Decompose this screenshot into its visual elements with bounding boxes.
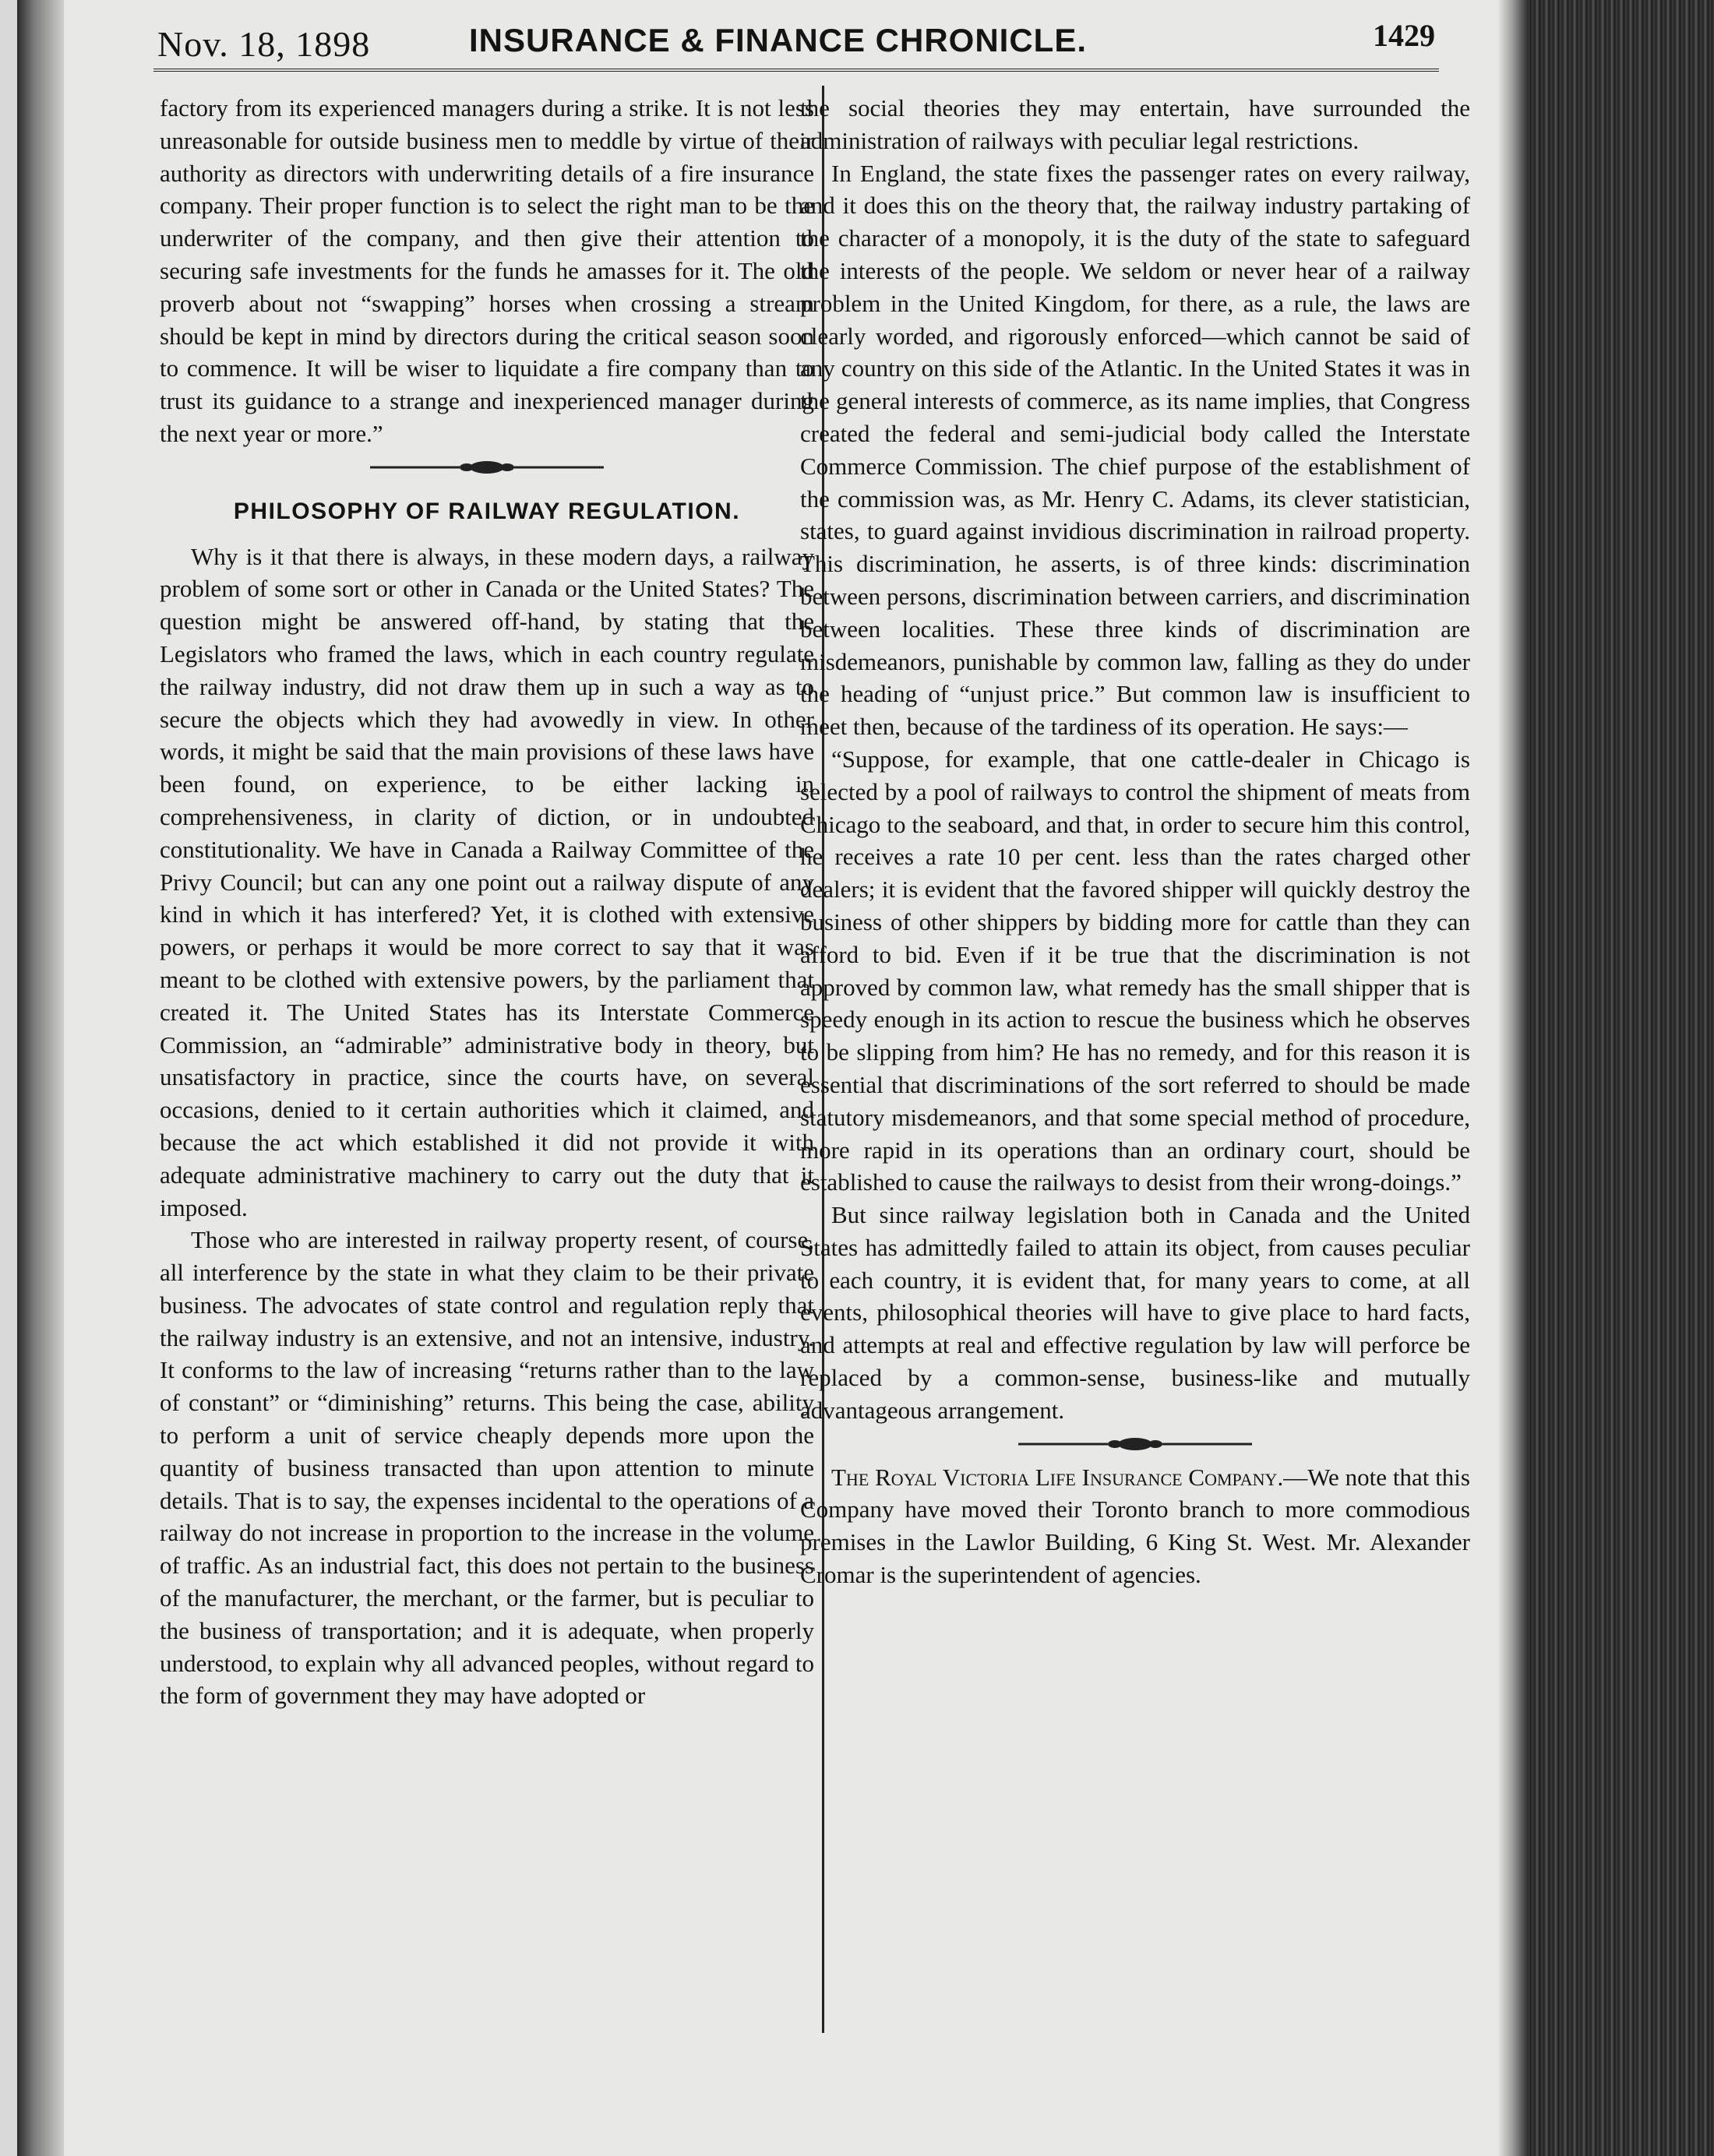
notice-body: —We note that this Company have moved their Toronto branch to more commodious premises in the Lawlor Building, 6 King St. West. Mr. Alexander Cromar is the superintendent of agencies. <box>800 1463 1470 1589</box>
right-column <box>800 92 1470 1591</box>
notice-title: The Royal Victoria Life Insurance Company. <box>831 1463 1284 1491</box>
issue-date: Nov. 18, 1898 <box>157 24 371 64</box>
left-column <box>160 92 814 1712</box>
newspaper-page <box>17 0 1521 2156</box>
header-rule <box>153 69 1439 72</box>
section-ornament <box>160 450 814 484</box>
book-binding <box>1521 0 1714 2156</box>
intro-paragraph: factory from its experienced managers during a strike. It is not less unreasonable for outside business men to meddle by virtue of their authority as directors with underwriting details of a fire insurance company. Their proper function is to select the right man to be the underwriter of the company, and then give their attention to securing safe investments for the funds he amasses for it. The old proverb about not “swapping” horses when crossing a stream should be kept in mind by directors during the critical season soon to commence. It will be wiser to liquidate a fire company than to trust its guidance to a strange and inexperienced manager during the next year or more.” <box>160 94 814 447</box>
article-paragraph-4: But since railway legislation both in Canada and the United States has admittedly failed to attain its object, from causes peculiar to each country, it is evident that, for many years to come, at all events, philosophical theories will have to give place to hard facts, and attempts at real and effective regulation by law will perforce be replaced by a common-sense, business-like and mutually advantageous arrangement. <box>800 1201 1470 1424</box>
left-page-edge <box>17 0 64 2156</box>
page-header <box>138 17 1435 72</box>
article-paragraph-1: Why is it that there is always, in these modern days, a railway problem of some sort or other in Canada or the United States? The question might be answered off-hand, by stating that the Legislators who framed the laws, which in each country regulate the railway industry, did not draw them up in such a way as to secure the objects which they had avowedly in view. In other words, it might be said that the main provisions of these laws have been found, on experience, to be either lacking in comprehensiveness, in clarity of diction, or in undoubted constitutionality. We have in Canada a Railway Committee of the Privy Council; but can any one point out a railway dispute of any kind in which it has interfered? Yet, it is clothed with extensive powers, or perhaps it would be more correct to say that it was meant to be clothed with extensive powers, by the parliament that created it. The United States has its Interstate Commerce Commission, an “admirable” administrative body in theory, but unsatisfactory in practice, since the courts have, on several occasions, denied to it certain authorities which it claimed, and because the act which established it did not provide it with adequate administrative machinery to carry out the duty that it imposed. <box>160 542 814 1221</box>
article-paragraph-continued: the social theories they may entertain, have surrounded the administration of railways with peculiar legal restrictions. <box>800 94 1470 154</box>
page-number: 1429 <box>1373 18 1435 53</box>
article-quote: “Suppose, for example, that one cattle-dealer in Chicago is selected by a pool of railways to control the shipment of meats from Chicago to the seaboard, and that, in order to secure him this control, he receives a rate 10 per cent. less than the rates charged other dealers; it is evident that the favored shipper will quickly destroy the business of other shippers by bidding more for cattle than they can afford to bid. Even if it be true that the discrimination is not approved by common law, what remedy has the small shipper that is speedy enough in its action to rescue the business which he observes to be slipping from him? He has no remedy, and for this reason it is essential that discriminations of the sort referred to should be made statutory misdemeanors, and that some special method of procedure, more rapid in its operations than an ordinary court, should be established to cause the railways to desist from their wrong-doings.” <box>800 745 1470 1196</box>
article-paragraph-2: Those who are interested in railway property resent, of course, all interference by the state in what they claim to be their private business. The advocates of state control and regulation reply that the railway industry is an extensive, and not an intensive, industry. It conforms to the law of increasing “returns rather than to the law of constant” or “diminishing” returns. This being the case, ability to perform a unit of service cheaply depends more upon the quantity of business transacted than upon attention to minute details. That is to say, the expenses incidental to the operations of a railway do not increase in proportion to the increase in the volume of traffic. As an industrial fact, this does not pertain to the business of the manufacturer, the merchant, or the farmer, but is peculiar to the business of transportation; and it is adequate, when properly understood, to explain why all advanced peoples, without regard to the form of government they may have adopted or <box>160 1226 814 1710</box>
publication-title: INSURANCE & FINANCE CHRONICLE. <box>469 22 1088 58</box>
notice-paragraph <box>800 1461 1470 1591</box>
article-heading: PHILOSOPHY OF RAILWAY REGULATION. <box>233 498 741 524</box>
section-ornament <box>800 1427 1470 1461</box>
article-paragraph-3: In England, the state fixes the passenger rates on every railway, and it does this on the theory that, the railway industry partaking of the character of a monopoly, it is the duty of the state to safeguard the interests of the people. We seldom or never hear of a railway problem in the United Kingdom, for there, as a rule, the laws are clearly worded, and rigorously enforced—which cannot be said of any country on this side of the Atlantic. In the United States it was in the general interests of commerce, as its name implies, that Congress created the federal and semi-judicial body called the Interstate Commerce Commission. The chief purpose of the establishment of the commission was, as Mr. Henry C. Adams, its clever statistician, states, to guard against invidious discrimination in railroad property. This discrimination, he asserts, is of three kinds: discrimination between persons, discrimination between carriers, and discrimination between localities. These three kinds of discrimination are misdemeanors, punishable by common law, falling as they do under the heading of “unjust price.” But common law is insufficient to meet then, because of the tardiness of its operation. He says:— <box>800 159 1470 741</box>
